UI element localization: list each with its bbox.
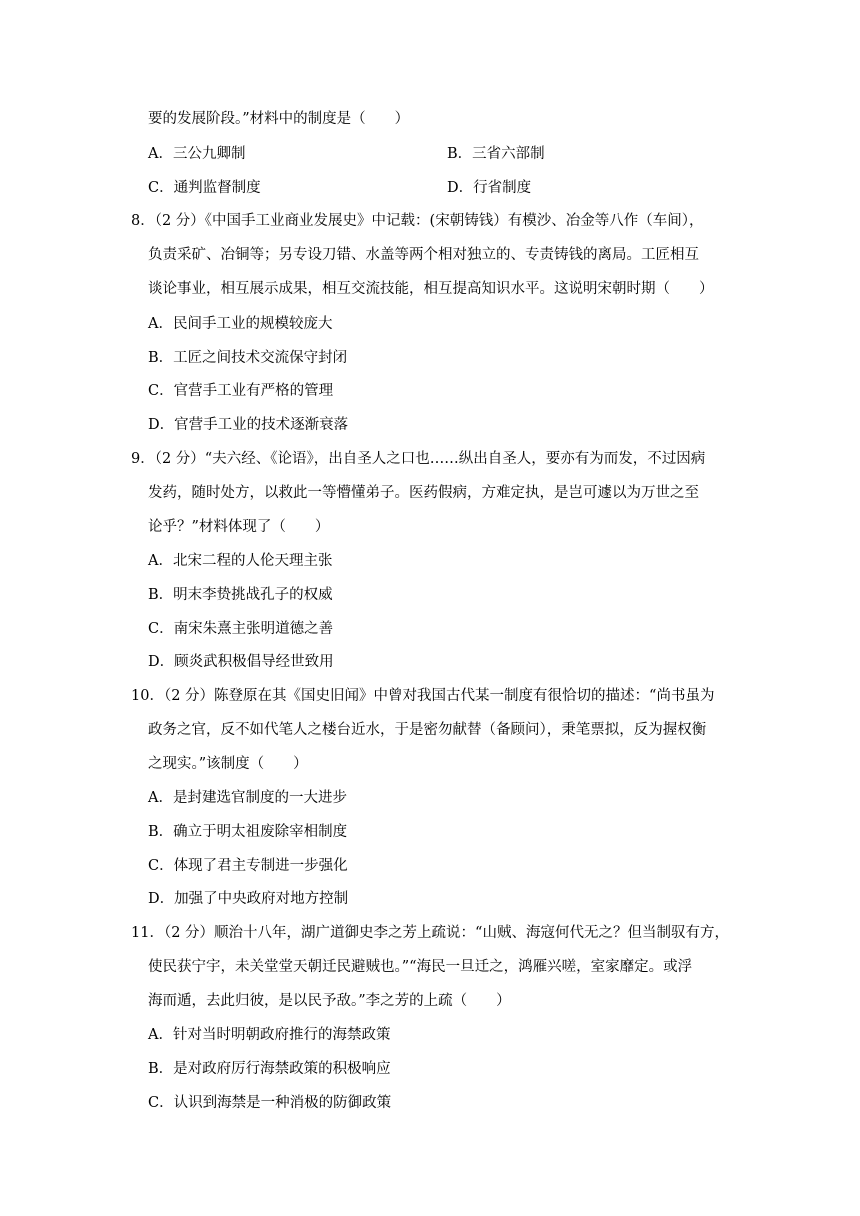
q10-stem-line-2: 政务之官，反不如代笔人之楼台近水，于是密勿献替（备顾问），秉笔票拟，反为握权衡 [148,722,707,738]
q7-option-d: D．行省制度 [447,180,532,196]
q7-stem-tail: 要的发展阶段。”材料中的制度是（ ） [148,111,410,127]
q9-stem-line-3: 论乎？”材料体现了（ ） [148,519,330,535]
q9-option-a: A．北宋二程的人伦天理主张 [148,553,333,569]
q8-option-a: A．民间手工业的规模较庞大 [148,316,333,332]
q11-stem-line-3: 海而遁，去此归彼，是以民予敌。”李之芳的上疏（ ） [148,993,511,1009]
q9-stem-line-2: 发药，随时处方，以救此一等懵懂弟子。医药假病，方难定执，是岂可遽以为万世之至 [148,485,699,501]
q10-option-d: D．加强了中央政府对地方控制 [148,891,349,907]
q8-stem-line-1: 8．（2 分）《中国手工业商业发展史》中记载：(宋朝铸钱）有模沙、冶金等八作（车间）， [131,213,704,229]
q7-option-a: A．三公九卿制 [148,146,246,162]
q10-option-a: A．是封建选官制度的一大进步 [148,790,347,806]
q11-option-c: C．认识到海禁是一种消极的防御政策 [148,1095,392,1111]
q8-option-c: C．官营手工业有严格的管理 [148,383,334,399]
q9-option-c: C．南宋朱熹主张明道德之善 [148,621,334,637]
q9-stem-line-1: 9．（2 分）“夫六经、《论语》，出自圣人之口也……纵出自圣人，要亦有为而发，不过因病 [131,451,706,467]
q9-option-d: D．顾炎武积极倡导经世致用 [148,654,334,670]
q11-option-b: B．是对政府厉行海禁政策的积极响应 [148,1061,391,1077]
q8-stem-line-2: 负责采矿、冶铜等；另专设刀错、水盖等两个相对独立的、专责铸钱的离局。工匠相互 [148,247,699,263]
q11-option-a: A．针对当时明朝政府推行的海禁政策 [148,1027,391,1043]
q11-stem-line-2: 使民获宁宇，未关堂堂天朝迁民避贼也。”“海民一旦迁之，鸿雁兴嗟，室家靡定。或浮 [148,959,693,975]
q8-stem-line-3: 谈论事业，相互展示成果，相互交流技能，相互提高知识水平。这说明宋朝时期（ ） [148,281,714,297]
q10-stem-line-1: 10．（2 分）陈登原在其《国史旧闻》中曾对我国古代某一制度有很恰切的描述：“尚书虽为 [131,688,715,704]
q10-option-c: C．体现了君主专制进一步强化 [148,858,348,874]
q8-option-d: D．官营手工业的技术逐渐衰落 [148,417,349,433]
q9-option-b: B．明末李贽挑战孔子的权威 [148,587,333,603]
q11-stem-line-1: 11．（2 分）顺治十八年，湖广道御史李之芳上疏说：“山贼、海寇何代无之？但当制驭有方， [131,925,729,941]
q7-option-c: C．通判监督制度 [148,180,261,196]
q10-option-b: B．确立于明太祖废除宰相制度 [148,824,348,840]
q10-stem-line-3: 之现实。”该制度（ ） [148,756,308,772]
q7-option-b: B．三省六部制 [447,146,545,162]
q8-option-b: B．工匠之间技术交流保守封闭 [148,350,348,366]
